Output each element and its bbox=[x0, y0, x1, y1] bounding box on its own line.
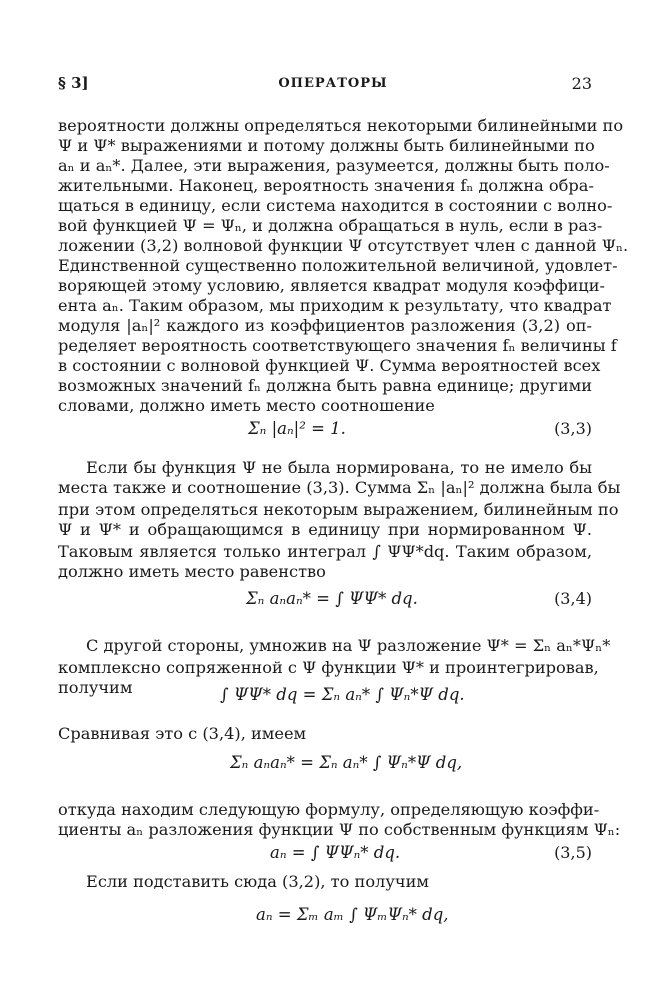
section-marker: § 3] bbox=[58, 74, 89, 92]
equation-3-4: Σₙ aₙaₙ* = ∫ ΨΨ* dq. bbox=[246, 589, 418, 608]
text-line: Единственной существенно положительной величиной, удовлет- bbox=[58, 256, 618, 275]
text-line: откуда находим следующую формулу, определяющую коэффи- bbox=[58, 800, 600, 819]
text-line: в состоянии с волновой функцией Ψ. Сумма вероятностей всех bbox=[58, 356, 601, 375]
text-line: ента aₙ. Таким образом, мы приходим к результату, что квадрат bbox=[58, 296, 612, 315]
text-line: словами, должно иметь место соотношение bbox=[58, 396, 435, 415]
text-line: Ψ и Ψ* выражениями и потому должны быть билинейными по bbox=[58, 136, 595, 155]
text-line: Таковым является только интеграл ∫ ΨΨ*dq. Таким образом, bbox=[58, 542, 592, 561]
text-line: Сравнивая это с (3,4), имеем bbox=[58, 724, 307, 743]
text-line: воряющей этому условию, является квадрат модуля коэффици- bbox=[58, 276, 605, 295]
text-line: вероятности должны определяться некоторыми билинейными по bbox=[58, 116, 624, 135]
equation-expansion: ∫ ΨΨ* dq = Σₙ aₙ* ∫ Ψₙ*Ψ dq. bbox=[220, 685, 465, 704]
text-line: ределяет вероятность соответствующего значения fₙ величины f bbox=[58, 336, 617, 355]
text-line: должно иметь место равенство bbox=[58, 562, 326, 581]
text-line: получим bbox=[58, 678, 133, 697]
text-line: ложении (3,2) волновой функции Ψ отсутствует член с данной Ψₙ. bbox=[58, 236, 629, 255]
text-line: Ψ и Ψ* и обращающимся в единицу при нормированном Ψ. bbox=[58, 520, 592, 539]
text-line: жительными. Наконец, вероятность значения fₙ должна обра- bbox=[58, 176, 594, 195]
equation-number: (3,4) bbox=[554, 589, 592, 608]
running-title: ОПЕРАТОРЫ bbox=[278, 76, 388, 91]
equation-compare: Σₙ aₙaₙ* = Σₙ aₙ* ∫ Ψₙ*Ψ dq, bbox=[230, 753, 463, 772]
equation-number: (3,3) bbox=[554, 419, 592, 438]
equation-3-3: Σₙ |aₙ|² = 1. bbox=[248, 419, 346, 438]
text-line: комплексно сопряженной с Ψ функции Ψ* и проинтегрировав, bbox=[58, 658, 599, 677]
text-line: Если подставить сюда (3,2), то получим bbox=[86, 872, 429, 891]
text-line: при этом определяться некоторым выражением, билинейным по bbox=[58, 500, 619, 519]
text-line: вой функцией Ψ = Ψₙ, и должна обращаться в нуль, если в раз- bbox=[58, 216, 603, 235]
text-line: щаться в единицу, если система находится в состоянии с волно- bbox=[58, 196, 613, 215]
text-line: С другой стороны, умножив на Ψ разложение Ψ* = Σₙ aₙ*Ψₙ* bbox=[86, 636, 611, 655]
equation-number: (3,5) bbox=[554, 843, 592, 862]
text-line: возможных значений fₙ должна быть равна единице; другими bbox=[58, 376, 592, 395]
text-line: циенты aₙ разложения функции Ψ по собственным функциям Ψₙ: bbox=[58, 820, 621, 839]
page-number: 23 bbox=[571, 74, 592, 93]
equation-3-5: aₙ = ∫ ΨΨₙ* dq. bbox=[270, 843, 401, 862]
text-line: aₙ и aₙ*. Далее, эти выражения, разумеется, должны быть поло- bbox=[58, 156, 610, 175]
text-line: модуля |aₙ|² каждого из коэффициентов разложения (3,2) оп- bbox=[58, 316, 592, 335]
equation-substitution: aₙ = Σₘ aₘ ∫ ΨₘΨₙ* dq, bbox=[256, 905, 449, 924]
text-line: Если бы функция Ψ не была нормирована, то не имело бы bbox=[86, 458, 592, 477]
text-line: места также и соотношение (3,3). Сумма Σₙ |aₙ|² должна была бы bbox=[58, 478, 621, 497]
